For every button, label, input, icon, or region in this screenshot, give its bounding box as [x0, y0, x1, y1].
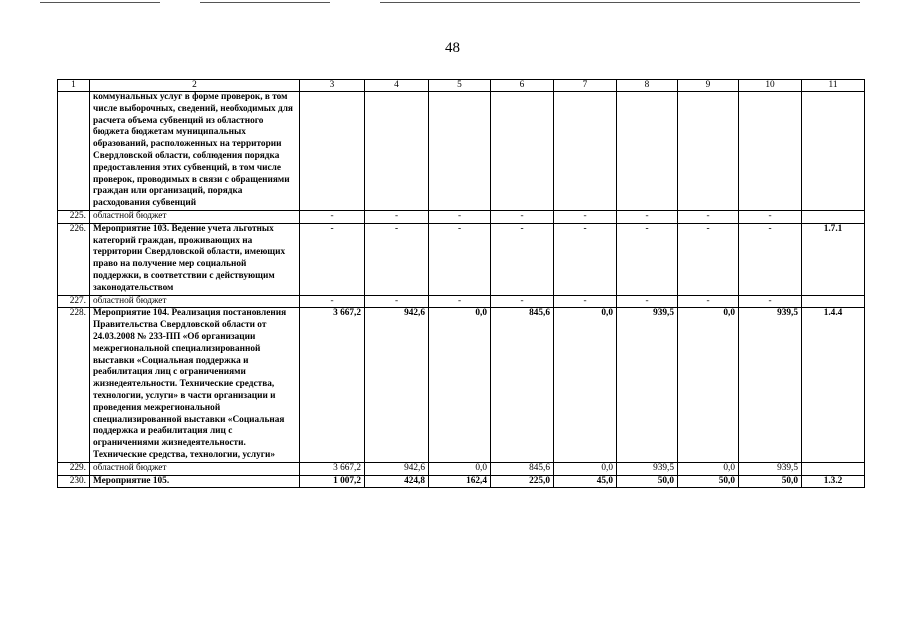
value-cell: 3 667,2 [300, 462, 365, 475]
measure-name: Мероприятие 104. Реализация постановления Правительства Свердловской области от 24.03.2008 № 233-ПП «Об организации межрегиональной специализированной выставки «Социальная поддержка и реабилитация лиц с ограничениями жизнедеятельности. Технические средства, технологии, услуги» в части организации и проведения межрегиональной специализированной выставки «Социальная поддержка и реабилитация лиц с ограничениями жизнедеятельности. Технические средства, технологии, услуги» [90, 308, 300, 462]
header-cell: 9 [678, 80, 739, 92]
value-cell: - [491, 295, 554, 308]
page-number: 48 [445, 40, 460, 56]
value-cell: 1 007,2 [300, 475, 365, 488]
measure-name: областной бюджет [90, 210, 300, 223]
row-number: 228. [58, 308, 90, 462]
header-cell: 10 [739, 80, 802, 92]
value-cell: 0,0 [678, 462, 739, 475]
row-number [58, 92, 90, 211]
value-cell: - [491, 223, 554, 295]
target-ref: 1.7.1 [802, 223, 865, 295]
value-cell [300, 92, 365, 211]
value-cell [491, 92, 554, 211]
header-cell: 5 [429, 80, 491, 92]
value-cell: 0,0 [554, 462, 617, 475]
value-cell: 3 667,2 [300, 308, 365, 462]
target-ref [802, 92, 865, 211]
scan-edge-right [380, 2, 860, 3]
value-cell: - [365, 295, 429, 308]
row-number: 226. [58, 223, 90, 295]
row-number: 225. [58, 210, 90, 223]
value-cell: - [300, 295, 365, 308]
row-number: 227. [58, 295, 90, 308]
value-cell: 225,0 [491, 475, 554, 488]
header-cell: 7 [554, 80, 617, 92]
value-cell: 45,0 [554, 475, 617, 488]
table-row [58, 475, 865, 488]
value-cell: 0,0 [429, 308, 491, 462]
value-cell: - [365, 210, 429, 223]
measure-name: Мероприятие 103. Ведение учета льготных категорий граждан, проживающих на территории Свердловской области, имеющих право на получение мер социальной поддержки, в соответствии с действующим законодательством [90, 223, 300, 295]
value-cell: - [300, 210, 365, 223]
value-cell: 845,6 [491, 308, 554, 462]
value-cell: - [429, 223, 491, 295]
table-row [58, 210, 865, 223]
value-cell: 942,6 [365, 308, 429, 462]
value-cell: - [554, 295, 617, 308]
target-ref [802, 210, 865, 223]
value-cell: - [678, 210, 739, 223]
table-row [58, 92, 865, 211]
value-cell: 845,6 [491, 462, 554, 475]
header-cell: 1 [58, 80, 90, 92]
row-number: 230. [58, 475, 90, 488]
value-cell: - [365, 223, 429, 295]
table-row [58, 308, 865, 462]
value-cell [739, 92, 802, 211]
value-cell: - [739, 223, 802, 295]
value-cell: 0,0 [429, 462, 491, 475]
header-row [58, 80, 865, 92]
table-row [58, 223, 865, 295]
value-cell: 942,6 [365, 462, 429, 475]
target-ref [802, 462, 865, 475]
value-cell: - [678, 295, 739, 308]
value-cell: - [617, 295, 678, 308]
target-ref [802, 295, 865, 308]
header-cell: 2 [90, 80, 300, 92]
value-cell: 0,0 [678, 308, 739, 462]
budget-table [57, 79, 865, 488]
value-cell [365, 92, 429, 211]
value-cell: - [739, 210, 802, 223]
table-row [58, 295, 865, 308]
value-cell: - [554, 223, 617, 295]
target-ref: 1.3.2 [802, 475, 865, 488]
scan-edge-mid [200, 2, 330, 3]
measure-name: коммунальных услуг в форме проверок, в том числе выборочных, сведений, необходимых для расчета объема субвенций из областного бюджета бюджетам муниципальных образований, расположенных на территории Свердловской области, соблюдения порядка предоставления этих субвенций, в том числе проверок, проводимых в связи с обращениями граждан или организаций, порядка расходования субвенций [90, 92, 300, 211]
value-cell [554, 92, 617, 211]
measure-name: Мероприятие 105. [90, 475, 300, 488]
value-cell: 50,0 [739, 475, 802, 488]
value-cell: - [300, 223, 365, 295]
value-cell [678, 92, 739, 211]
row-number: 229. [58, 462, 90, 475]
value-cell: 50,0 [678, 475, 739, 488]
value-cell: - [429, 210, 491, 223]
value-cell: - [554, 210, 617, 223]
measure-name: областной бюджет [90, 295, 300, 308]
value-cell: - [617, 210, 678, 223]
value-cell: 162,4 [429, 475, 491, 488]
target-ref: 1.4.4 [802, 308, 865, 462]
value-cell: - [491, 210, 554, 223]
value-cell: 939,5 [617, 308, 678, 462]
header-cell: 6 [491, 80, 554, 92]
measure-name: областной бюджет [90, 462, 300, 475]
header-cell: 3 [300, 80, 365, 92]
value-cell: 939,5 [739, 462, 802, 475]
value-cell: 424,8 [365, 475, 429, 488]
scan-edge-left [40, 2, 160, 3]
value-cell: - [678, 223, 739, 295]
table-row [58, 462, 865, 475]
value-cell: - [617, 223, 678, 295]
value-cell: - [739, 295, 802, 308]
header-cell: 4 [365, 80, 429, 92]
value-cell [617, 92, 678, 211]
value-cell: 939,5 [739, 308, 802, 462]
value-cell: 0,0 [554, 308, 617, 462]
value-cell: 939,5 [617, 462, 678, 475]
value-cell [429, 92, 491, 211]
value-cell: 50,0 [617, 475, 678, 488]
value-cell: - [429, 295, 491, 308]
header-cell: 11 [802, 80, 865, 92]
header-cell: 8 [617, 80, 678, 92]
